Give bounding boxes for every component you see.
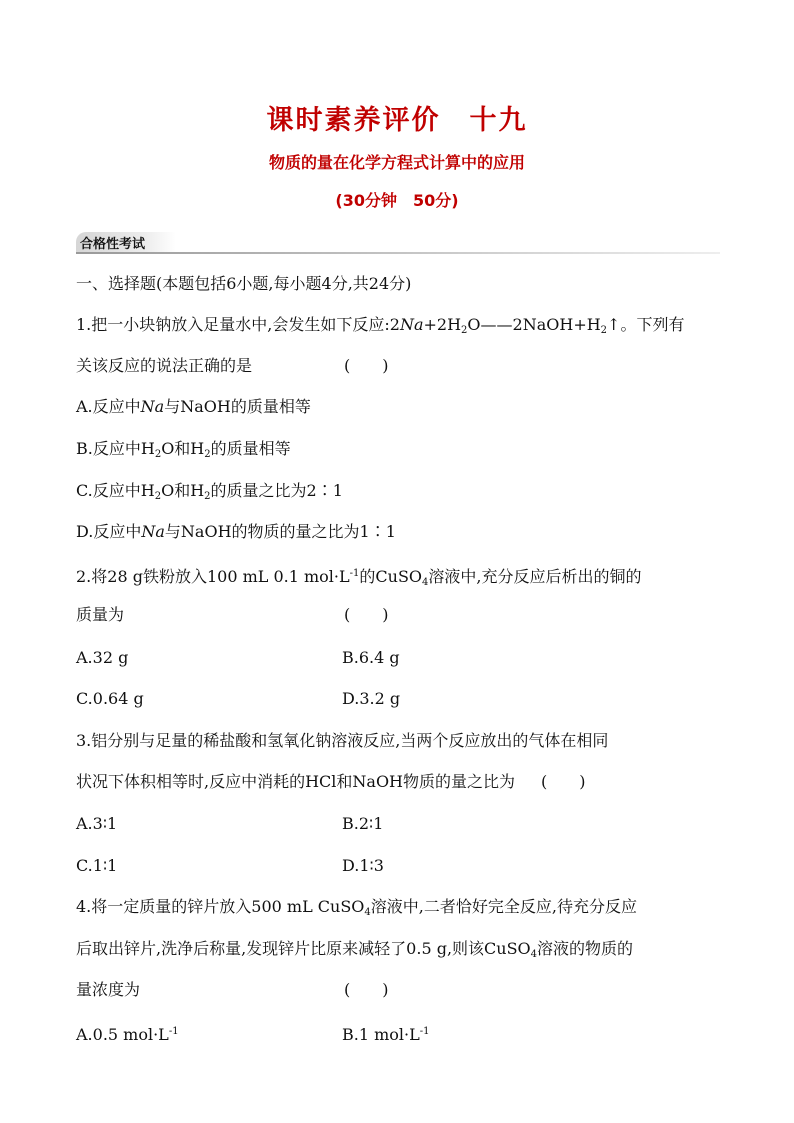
q1-option-d <box>76 522 396 542</box>
section-divider <box>76 252 720 254</box>
q4-stem-line2 <box>76 939 633 965</box>
option-text: 的质量之比为2∶1 <box>210 481 343 500</box>
q1-option-b <box>76 439 291 465</box>
q1-text: Na <box>399 315 424 334</box>
q2-option-c: C.0.64 g <box>76 689 144 708</box>
option-text: B.反应中H <box>76 439 155 458</box>
q2-text: 的CuSO <box>359 567 423 586</box>
answer-bracket: ( ) <box>541 772 586 791</box>
q2-option-d: D.3.2 g <box>342 689 401 708</box>
option-text: 与NaOH的质量相等 <box>164 397 311 416</box>
q3-stem-line1: 3.铝分别与足量的稀盐酸和氢氧化钠溶液反应,当两个反应放出的气体在相同 <box>76 731 609 750</box>
q2-subscript: 4 <box>422 577 429 588</box>
q1-text: 关该反应的说法正确的是 <box>76 356 253 375</box>
q4-text: 量浓度为 <box>76 980 141 999</box>
q2-option-a: A.32 g <box>76 648 129 667</box>
q4-text: 溶液中,二者恰好完全反应,待充分反应 <box>370 897 637 916</box>
q4-text: 溶液的物质的 <box>537 939 634 958</box>
page-title: 课时素养评价 十九 <box>266 105 528 136</box>
option-subscript: 2 <box>204 491 211 502</box>
answer-bracket: ( ) <box>344 980 389 999</box>
option-text: B.1 mol·L <box>342 1025 420 1044</box>
time-score: (30分钟 50分) <box>335 191 459 210</box>
page-subtitle: 物质的量在化学方程式计算中的应用 <box>268 153 525 172</box>
q2-text: 2.将28 g铁粉放入100 mL 0.1 mol·L <box>76 567 350 586</box>
option-text: 的质量相等 <box>210 439 291 458</box>
q4-text: 4.将一定质量的锌片放入500 mL CuSO <box>76 897 365 916</box>
q3-option-c: C.1∶1 <box>76 856 118 875</box>
q2-stem-line2 <box>76 605 389 625</box>
q3-option-b: B.2∶1 <box>342 814 384 833</box>
option-text: 与NaOH的物质的量之比为1∶1 <box>164 522 396 541</box>
q3-text: 状况下体积相等时,反应中消耗的HCl和NaOH物质的量之比为 <box>76 772 516 791</box>
q4-subscript: 4 <box>530 949 538 960</box>
q1-text: O——2NaOH+H <box>467 315 601 334</box>
q4-stem-line3 <box>76 980 389 1000</box>
q2-superscript: -1 <box>349 568 360 579</box>
q4-option-b <box>342 1022 430 1045</box>
answer-bracket: ( ) <box>344 356 389 375</box>
q2-option-b: B.6.4 g <box>342 648 400 667</box>
option-text: D.反应中 <box>76 522 142 541</box>
option-text: A.0.5 mol·L <box>76 1025 169 1044</box>
option-text: Na <box>140 397 165 416</box>
q1-subscript: 2 <box>600 325 608 336</box>
q1-text: +2H <box>423 315 462 334</box>
part-heading: 一、选择题(本题包括6小题,每小题4分,共24分) <box>76 274 412 293</box>
section-tab <box>76 232 176 252</box>
q1-stem-line1 <box>76 315 684 341</box>
q3-option-d: D.1∶3 <box>342 856 384 875</box>
q1-stem-line2 <box>76 356 389 376</box>
option-text: C.反应中H <box>76 481 155 500</box>
section-tab-label: 合格性考试 <box>80 237 146 252</box>
q2-text: 溶液中,充分反应后析出的铜的 <box>428 567 642 586</box>
q2-stem-line1 <box>76 564 642 593</box>
option-text: A.反应中 <box>76 397 141 416</box>
option-text: O和H <box>161 439 205 458</box>
q1-subscript: 2 <box>461 325 468 336</box>
q2-text: 质量为 <box>76 605 125 624</box>
q4-option-a <box>76 1022 179 1045</box>
q3-option-a: A.3∶1 <box>76 814 118 833</box>
q3-stem-line2 <box>76 772 586 792</box>
option-subscript: 2 <box>154 449 162 460</box>
option-text: O和H <box>161 481 205 500</box>
option-subscript: 2 <box>154 491 162 502</box>
answer-bracket: ( ) <box>344 605 389 624</box>
q1-option-c <box>76 481 343 507</box>
option-superscript: -1 <box>168 1026 179 1037</box>
q1-option-a <box>76 397 311 417</box>
option-superscript: -1 <box>419 1026 430 1037</box>
option-subscript: 2 <box>204 449 211 460</box>
q1-text: ↑。下列有 <box>607 315 685 334</box>
q4-stem-line1 <box>76 897 637 923</box>
q4-subscript: 4 <box>364 907 371 918</box>
q4-text: 后取出锌片,洗净后称量,发现锌片比原来减轻了0.5 g,则该CuSO <box>76 939 531 958</box>
q1-text: 1.把一小块钠放入足量水中,会发生如下反应:2 <box>76 315 400 334</box>
option-text: Na <box>141 522 165 541</box>
